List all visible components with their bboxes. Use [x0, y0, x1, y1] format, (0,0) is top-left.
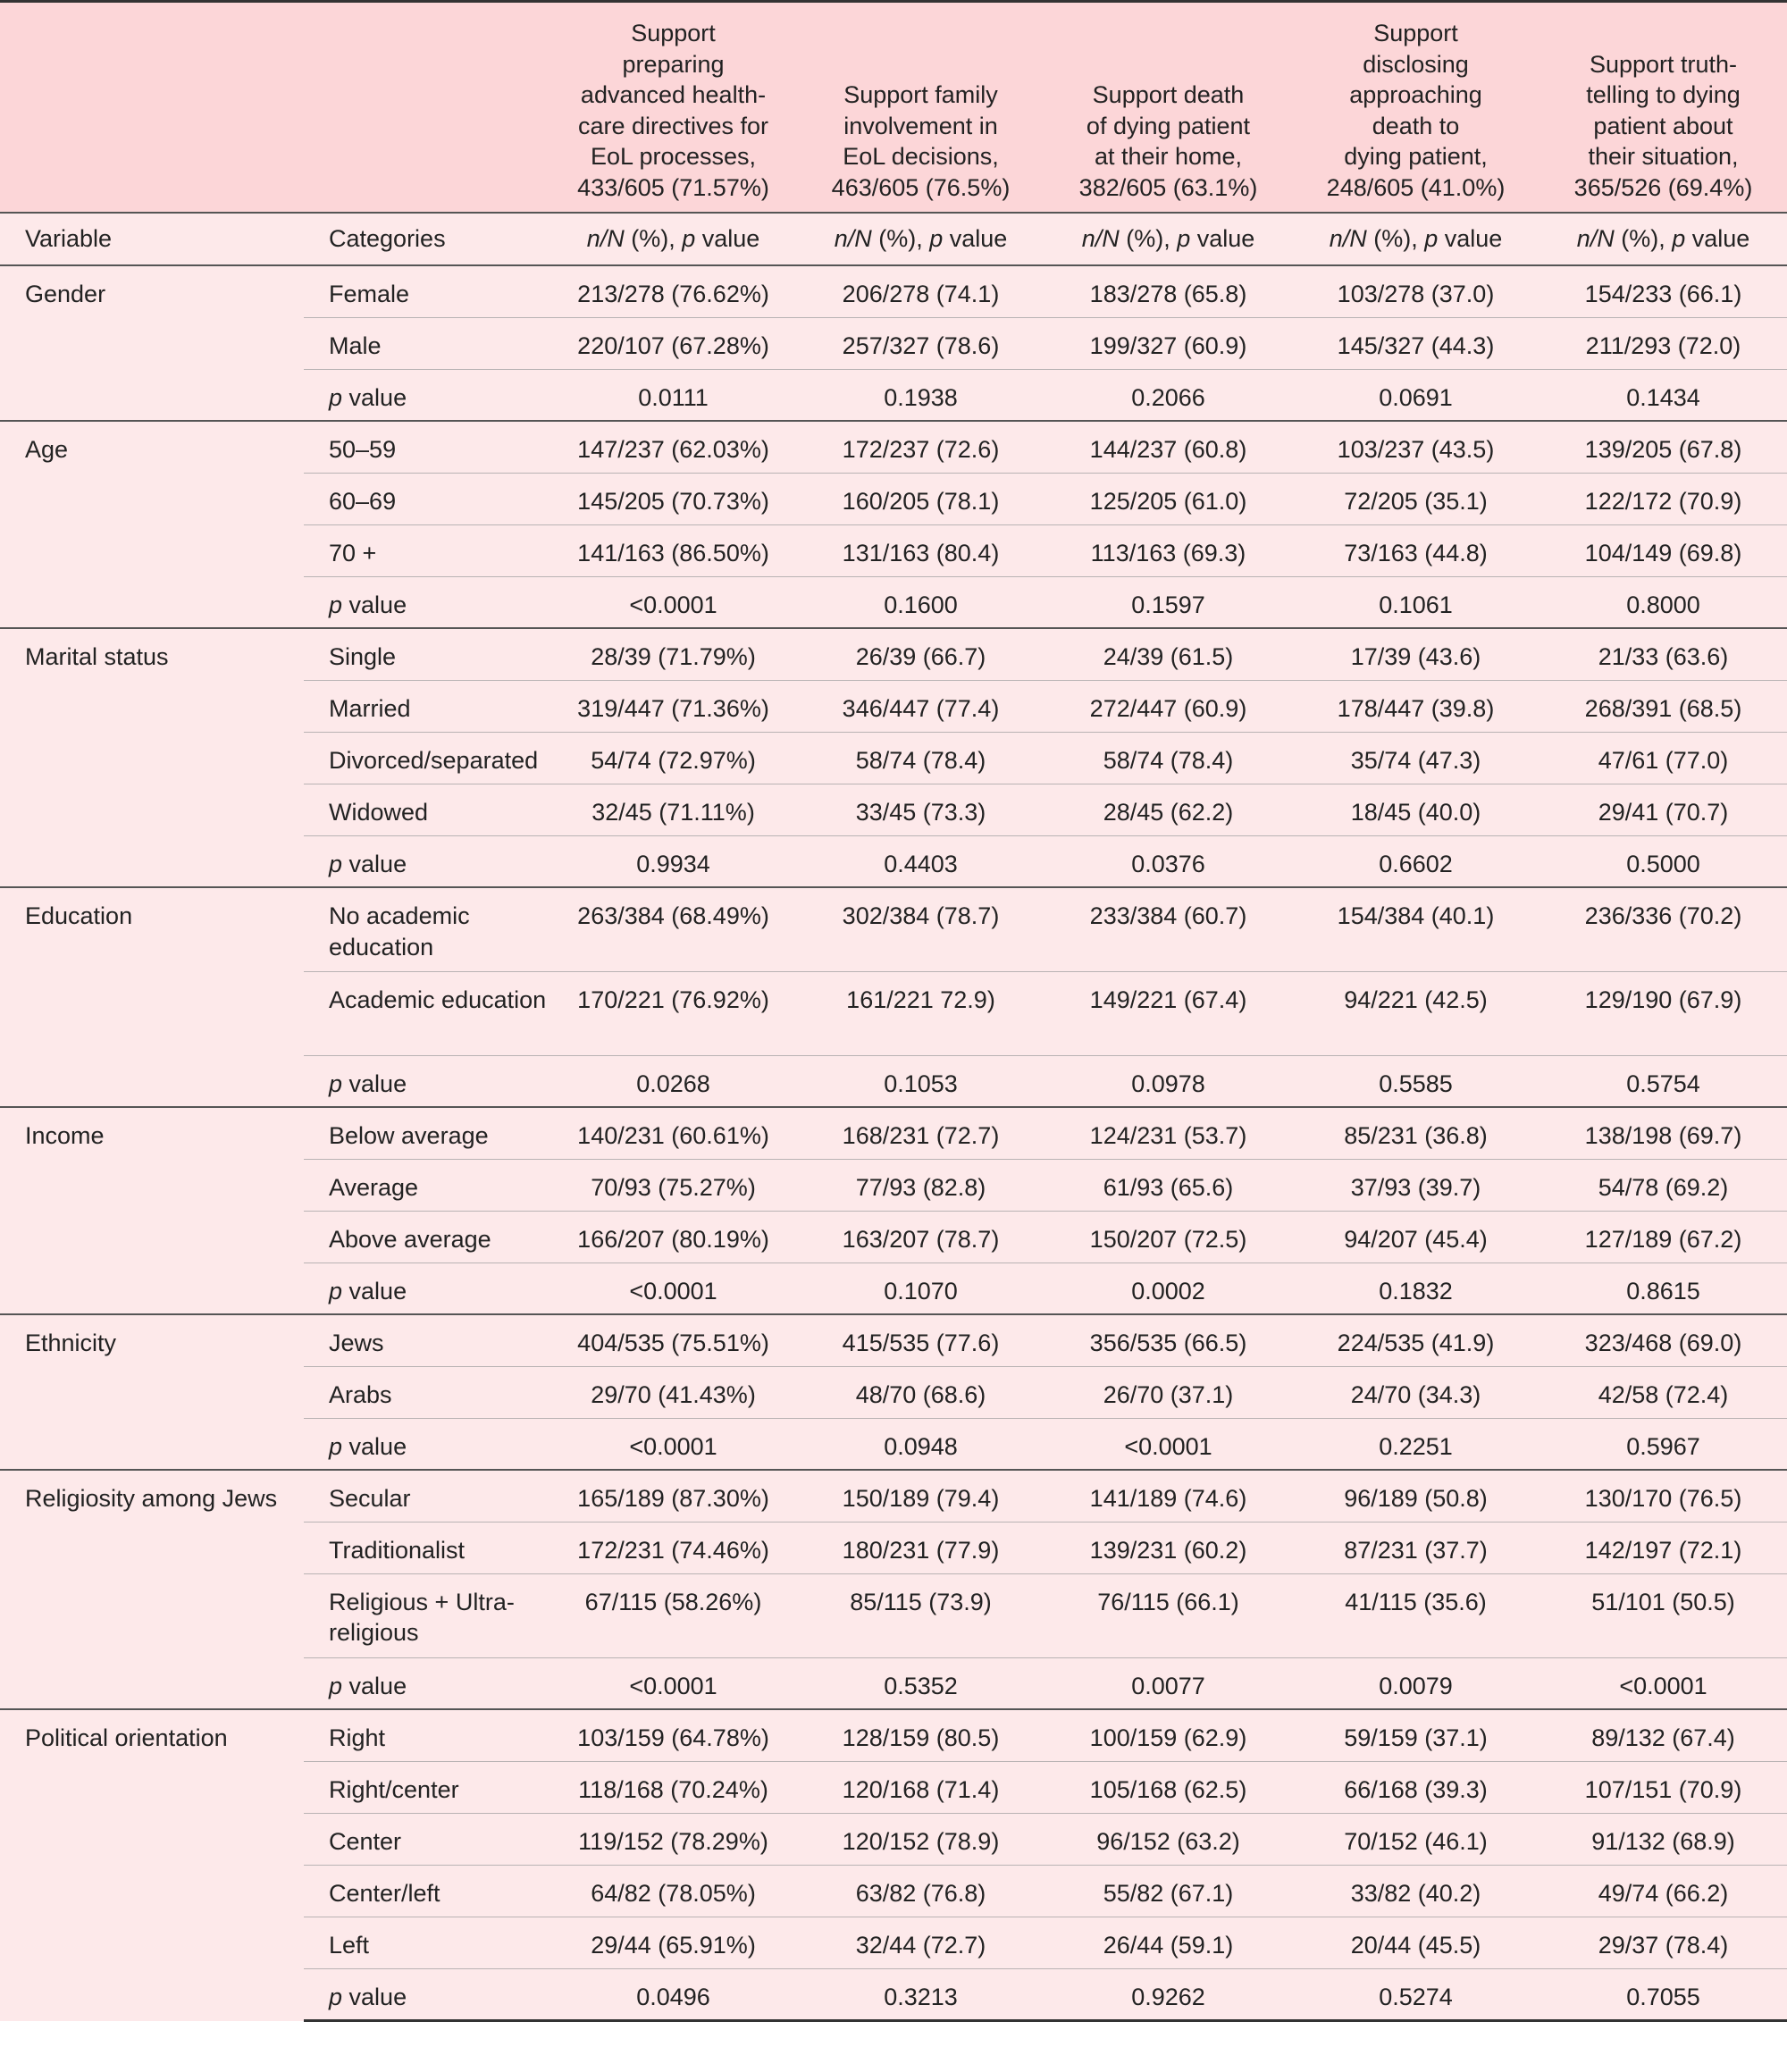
- subheader-stat: n/N (%), p value: [1540, 213, 1787, 265]
- category-cell: Left: [304, 1917, 550, 1968]
- value-cell: 32/45 (71.11%): [550, 784, 797, 835]
- category-cell: Secular: [304, 1470, 550, 1522]
- value-cell: 149/221 (67.4): [1045, 971, 1292, 1055]
- category-cell: Arabs: [304, 1366, 550, 1418]
- value-cell: 141/163 (86.50%): [550, 524, 797, 576]
- category-cell: 70 +: [304, 524, 550, 576]
- value-cell: 28/45 (62.2): [1045, 784, 1292, 835]
- value-cell: 224/535 (41.9): [1292, 1314, 1540, 1366]
- value-cell: 0.5585: [1292, 1055, 1540, 1107]
- subheader-stat: n/N (%), p value: [550, 213, 797, 265]
- value-cell: 0.0496: [550, 1968, 797, 2021]
- value-cell: 29/44 (65.91%): [550, 1917, 797, 1968]
- value-cell: 323/468 (69.0): [1540, 1314, 1787, 1366]
- value-cell: 35/74 (47.3): [1292, 732, 1540, 784]
- value-cell: 163/207 (78.7): [797, 1211, 1045, 1262]
- value-cell: 59/159 (37.1): [1292, 1709, 1540, 1761]
- value-cell: 76/115 (66.1): [1045, 1573, 1292, 1657]
- value-cell: 0.0111: [550, 369, 797, 421]
- value-cell: 150/189 (79.4): [797, 1470, 1045, 1522]
- value-cell: 66/168 (39.3): [1292, 1761, 1540, 1813]
- value-cell: 0.0002: [1045, 1262, 1292, 1314]
- value-cell: 257/327 (78.6): [797, 317, 1045, 369]
- category-cell: Center/left: [304, 1865, 550, 1917]
- table-row: [0, 628, 1787, 680]
- category-cell: Right: [304, 1709, 550, 1761]
- value-cell: 107/151 (70.9): [1540, 1761, 1787, 1813]
- value-cell: 54/78 (69.2): [1540, 1159, 1787, 1211]
- value-cell: 165/189 (87.30%): [550, 1470, 797, 1522]
- table-row: [0, 265, 1787, 317]
- value-cell: 21/33 (63.6): [1540, 628, 1787, 680]
- value-cell: 172/231 (74.46%): [550, 1522, 797, 1573]
- value-cell: 42/58 (72.4): [1540, 1366, 1787, 1418]
- category-cell: Traditionalist: [304, 1522, 550, 1573]
- value-cell: 145/327 (44.3): [1292, 317, 1540, 369]
- value-cell: 272/447 (60.9): [1045, 680, 1292, 732]
- value-cell: 178/447 (39.8): [1292, 680, 1540, 732]
- value-cell: 0.1070: [797, 1262, 1045, 1314]
- value-cell: 127/189 (67.2): [1540, 1211, 1787, 1262]
- value-cell: 70/93 (75.27%): [550, 1159, 797, 1211]
- value-cell: 103/159 (64.78%): [550, 1709, 797, 1761]
- value-cell: 233/384 (60.7): [1045, 887, 1292, 971]
- value-cell: 0.0079: [1292, 1657, 1540, 1709]
- value-cell: 0.7055: [1540, 1968, 1787, 2021]
- table-row: [0, 421, 1787, 473]
- value-cell: 120/152 (78.9): [797, 1813, 1045, 1865]
- subheader-stat: n/N (%), p value: [1292, 213, 1540, 265]
- value-cell: 154/233 (66.1): [1540, 265, 1787, 317]
- value-cell: 105/168 (62.5): [1045, 1761, 1292, 1813]
- category-cell: p value: [304, 835, 550, 887]
- value-cell: 104/149 (69.8): [1540, 524, 1787, 576]
- value-cell: 28/39 (71.79%): [550, 628, 797, 680]
- value-cell: 103/237 (43.5): [1292, 421, 1540, 473]
- value-cell: 61/93 (65.6): [1045, 1159, 1292, 1211]
- value-cell: 33/82 (40.2): [1292, 1865, 1540, 1917]
- value-cell: 70/152 (46.1): [1292, 1813, 1540, 1865]
- category-cell: Married: [304, 680, 550, 732]
- value-cell: 142/197 (72.1): [1540, 1522, 1787, 1573]
- value-cell: 29/70 (41.43%): [550, 1366, 797, 1418]
- variable-cell: Income: [0, 1107, 304, 1314]
- column-header-truth-telling: Support truth- telling to dying patient about their situation, 365/526 (69.4%): [1540, 2, 1787, 214]
- value-cell: 89/132 (67.4): [1540, 1709, 1787, 1761]
- header-blank-variable: [0, 2, 304, 214]
- value-cell: 20/44 (45.5): [1292, 1917, 1540, 1968]
- value-cell: 161/221 72.9): [797, 971, 1045, 1055]
- value-cell: 154/384 (40.1): [1292, 887, 1540, 971]
- value-cell: 129/190 (67.9): [1540, 971, 1787, 1055]
- column-header-advance-directives: Support preparing advanced health- care directives for EoL processes, 433/605 (71.57%): [550, 2, 797, 214]
- category-cell: p value: [304, 1657, 550, 1709]
- category-cell: p value: [304, 1968, 550, 2021]
- value-cell: 183/278 (65.8): [1045, 265, 1292, 317]
- subheader-stat: n/N (%), p value: [1045, 213, 1292, 265]
- value-cell: 96/152 (63.2): [1045, 1813, 1292, 1865]
- value-cell: 166/207 (80.19%): [550, 1211, 797, 1262]
- value-cell: <0.0001: [1540, 1657, 1787, 1709]
- value-cell: 54/74 (72.97%): [550, 732, 797, 784]
- value-cell: 0.2066: [1045, 369, 1292, 421]
- category-cell: p value: [304, 369, 550, 421]
- value-cell: 26/70 (37.1): [1045, 1366, 1292, 1418]
- value-cell: 122/172 (70.9): [1540, 473, 1787, 524]
- value-cell: 172/237 (72.6): [797, 421, 1045, 473]
- value-cell: 199/327 (60.9): [1045, 317, 1292, 369]
- value-cell: 67/115 (58.26%): [550, 1573, 797, 1657]
- value-cell: 51/101 (50.5): [1540, 1573, 1787, 1657]
- table-body: [0, 265, 1787, 2021]
- value-cell: 138/198 (69.7): [1540, 1107, 1787, 1159]
- value-cell: 319/447 (71.36%): [550, 680, 797, 732]
- value-cell: 211/293 (72.0): [1540, 317, 1787, 369]
- value-cell: 0.6602: [1292, 835, 1540, 887]
- value-cell: 130/170 (76.5): [1540, 1470, 1787, 1522]
- value-cell: 41/115 (35.6): [1292, 1573, 1540, 1657]
- header-blank-categories: [304, 2, 550, 214]
- column-header-row: [0, 2, 1787, 214]
- value-cell: 0.5274: [1292, 1968, 1540, 2021]
- category-cell: p value: [304, 1055, 550, 1107]
- value-cell: 17/39 (43.6): [1292, 628, 1540, 680]
- value-cell: 24/70 (34.3): [1292, 1366, 1540, 1418]
- value-cell: 125/205 (61.0): [1045, 473, 1292, 524]
- value-cell: 404/535 (75.51%): [550, 1314, 797, 1366]
- value-cell: 0.8615: [1540, 1262, 1787, 1314]
- category-cell: Religious + Ultra-religious: [304, 1573, 550, 1657]
- category-cell: Right/center: [304, 1761, 550, 1813]
- value-cell: 100/159 (62.9): [1045, 1709, 1292, 1761]
- value-cell: 103/278 (37.0): [1292, 265, 1540, 317]
- value-cell: 0.0948: [797, 1418, 1045, 1470]
- variable-cell: Ethnicity: [0, 1314, 304, 1470]
- category-cell: p value: [304, 576, 550, 628]
- value-cell: 0.5967: [1540, 1418, 1787, 1470]
- value-cell: 268/391 (68.5): [1540, 680, 1787, 732]
- value-cell: 141/189 (74.6): [1045, 1470, 1292, 1522]
- category-cell: Academic education: [304, 971, 550, 1055]
- category-cell: Above average: [304, 1211, 550, 1262]
- column-header-family-involvement: Support family involvement in EoL decisions, 463/605 (76.5%): [797, 2, 1045, 214]
- value-cell: 26/44 (59.1): [1045, 1917, 1292, 1968]
- value-cell: 131/163 (80.4): [797, 524, 1045, 576]
- value-cell: 0.8000: [1540, 576, 1787, 628]
- value-cell: 206/278 (74.1): [797, 265, 1045, 317]
- value-cell: 160/205 (78.1): [797, 473, 1045, 524]
- variable-cell: Political orientation: [0, 1709, 304, 2021]
- value-cell: 55/82 (67.1): [1045, 1865, 1292, 1917]
- value-cell: 0.0978: [1045, 1055, 1292, 1107]
- value-cell: 96/189 (50.8): [1292, 1470, 1540, 1522]
- value-cell: 170/221 (76.92%): [550, 971, 797, 1055]
- value-cell: 24/39 (61.5): [1045, 628, 1292, 680]
- value-cell: 63/82 (76.8): [797, 1865, 1045, 1917]
- category-cell: Divorced/separated: [304, 732, 550, 784]
- value-cell: 118/168 (70.24%): [550, 1761, 797, 1813]
- value-cell: 150/207 (72.5): [1045, 1211, 1292, 1262]
- category-cell: p value: [304, 1418, 550, 1470]
- value-cell: 94/221 (42.5): [1292, 971, 1540, 1055]
- value-cell: 140/231 (60.61%): [550, 1107, 797, 1159]
- value-cell: 0.1597: [1045, 576, 1292, 628]
- value-cell: 33/45 (73.3): [797, 784, 1045, 835]
- value-cell: 144/237 (60.8): [1045, 421, 1292, 473]
- variable-cell: Religiosity among Jews: [0, 1470, 304, 1709]
- value-cell: <0.0001: [1045, 1418, 1292, 1470]
- subheader-row: [0, 213, 1787, 265]
- value-cell: 85/231 (36.8): [1292, 1107, 1540, 1159]
- value-cell: 26/39 (66.7): [797, 628, 1045, 680]
- table-row: [0, 887, 1787, 971]
- value-cell: 58/74 (78.4): [797, 732, 1045, 784]
- value-cell: 29/37 (78.4): [1540, 1917, 1787, 1968]
- value-cell: <0.0001: [550, 576, 797, 628]
- value-cell: 0.1061: [1292, 576, 1540, 628]
- category-cell: Average: [304, 1159, 550, 1211]
- category-cell: Male: [304, 317, 550, 369]
- value-cell: <0.0001: [550, 1262, 797, 1314]
- column-header-death-at-home: Support death of dying patient at their home, 382/605 (63.1%): [1045, 2, 1292, 214]
- value-cell: 147/237 (62.03%): [550, 421, 797, 473]
- value-cell: 32/44 (72.7): [797, 1917, 1045, 1968]
- value-cell: 346/447 (77.4): [797, 680, 1045, 732]
- value-cell: 58/74 (78.4): [1045, 732, 1292, 784]
- value-cell: 0.9934: [550, 835, 797, 887]
- value-cell: 124/231 (53.7): [1045, 1107, 1292, 1159]
- table-row: [0, 1709, 1787, 1761]
- value-cell: 0.1832: [1292, 1262, 1540, 1314]
- category-cell: Jews: [304, 1314, 550, 1366]
- value-cell: 0.5754: [1540, 1055, 1787, 1107]
- value-cell: 236/336 (70.2): [1540, 887, 1787, 971]
- variable-cell: Age: [0, 421, 304, 628]
- value-cell: 73/163 (44.8): [1292, 524, 1540, 576]
- value-cell: 139/205 (67.8): [1540, 421, 1787, 473]
- value-cell: 37/93 (39.7): [1292, 1159, 1540, 1211]
- category-cell: 50–59: [304, 421, 550, 473]
- value-cell: 0.1938: [797, 369, 1045, 421]
- value-cell: <0.0001: [550, 1418, 797, 1470]
- value-cell: 0.2251: [1292, 1418, 1540, 1470]
- value-cell: 64/82 (78.05%): [550, 1865, 797, 1917]
- value-cell: 120/168 (71.4): [797, 1761, 1045, 1813]
- value-cell: 72/205 (35.1): [1292, 473, 1540, 524]
- value-cell: 47/61 (77.0): [1540, 732, 1787, 784]
- value-cell: 0.0268: [550, 1055, 797, 1107]
- column-header-disclosing-death: Support disclosing approaching death to dying patient, 248/605 (41.0%): [1292, 2, 1540, 214]
- value-cell: 220/107 (67.28%): [550, 317, 797, 369]
- value-cell: 356/535 (66.5): [1045, 1314, 1292, 1366]
- value-cell: 0.9262: [1045, 1968, 1292, 2021]
- value-cell: 119/152 (78.29%): [550, 1813, 797, 1865]
- category-cell: Female: [304, 265, 550, 317]
- value-cell: 213/278 (76.62%): [550, 265, 797, 317]
- value-cell: 48/70 (68.6): [797, 1366, 1045, 1418]
- variable-cell: Education: [0, 887, 304, 1107]
- value-cell: 0.3213: [797, 1968, 1045, 2021]
- value-cell: 85/115 (73.9): [797, 1573, 1045, 1657]
- subheader-categories: Categories: [304, 213, 550, 265]
- value-cell: 180/231 (77.9): [797, 1522, 1045, 1573]
- category-cell: No academic education: [304, 887, 550, 971]
- value-cell: 139/231 (60.2): [1045, 1522, 1292, 1573]
- value-cell: 94/207 (45.4): [1292, 1211, 1540, 1262]
- category-cell: 60–69: [304, 473, 550, 524]
- value-cell: 263/384 (68.49%): [550, 887, 797, 971]
- value-cell: 0.1600: [797, 576, 1045, 628]
- value-cell: 0.0077: [1045, 1657, 1292, 1709]
- variable-cell: Gender: [0, 265, 304, 421]
- value-cell: 87/231 (37.7): [1292, 1522, 1540, 1573]
- table-row: [0, 1107, 1787, 1159]
- value-cell: 168/231 (72.7): [797, 1107, 1045, 1159]
- value-cell: <0.0001: [550, 1657, 797, 1709]
- value-cell: 128/159 (80.5): [797, 1709, 1045, 1761]
- variable-cell: Marital status: [0, 628, 304, 887]
- value-cell: 145/205 (70.73%): [550, 473, 797, 524]
- value-cell: 29/41 (70.7): [1540, 784, 1787, 835]
- value-cell: 113/163 (69.3): [1045, 524, 1292, 576]
- value-cell: 0.1053: [797, 1055, 1045, 1107]
- table-row: [0, 1314, 1787, 1366]
- value-cell: 49/74 (66.2): [1540, 1865, 1787, 1917]
- category-cell: Widowed: [304, 784, 550, 835]
- value-cell: 91/132 (68.9): [1540, 1813, 1787, 1865]
- category-cell: Center: [304, 1813, 550, 1865]
- value-cell: 77/93 (82.8): [797, 1159, 1045, 1211]
- value-cell: 0.5352: [797, 1657, 1045, 1709]
- category-cell: Below average: [304, 1107, 550, 1159]
- value-cell: 0.0376: [1045, 835, 1292, 887]
- value-cell: 0.5000: [1540, 835, 1787, 887]
- value-cell: 0.0691: [1292, 369, 1540, 421]
- subheader-variable: Variable: [0, 213, 304, 265]
- value-cell: 415/535 (77.6): [797, 1314, 1045, 1366]
- category-cell: Single: [304, 628, 550, 680]
- value-cell: 0.4403: [797, 835, 1045, 887]
- subheader-stat: n/N (%), p value: [797, 213, 1045, 265]
- category-cell: p value: [304, 1262, 550, 1314]
- value-cell: 302/384 (78.7): [797, 887, 1045, 971]
- value-cell: 18/45 (40.0): [1292, 784, 1540, 835]
- value-cell: 0.1434: [1540, 369, 1787, 421]
- table-row: [0, 1470, 1787, 1522]
